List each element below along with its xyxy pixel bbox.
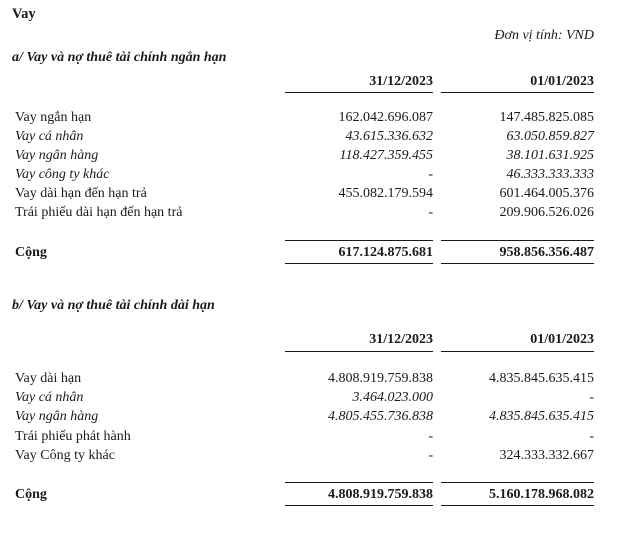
section-a-total-value: 617.124.875.681 <box>338 245 433 260</box>
section-a-row-value: - <box>428 205 433 220</box>
section-b-heading: b/ Vay và nợ thuê tài chính dài hạn <box>12 298 215 313</box>
section-a-row-value: 63.050.859.827 <box>506 129 594 144</box>
section-a-total-bottom-rule <box>285 263 433 264</box>
section-b-row-value: - <box>428 429 433 444</box>
section-a-row-label: Vay công ty khác <box>15 167 110 182</box>
section-b-row-value: 4.805.455.736.838 <box>328 409 433 424</box>
section-b-row-value: 324.333.332.667 <box>499 448 594 463</box>
section-b-col-2-header-rule <box>441 351 594 352</box>
section-b-total-label: Cộng <box>15 487 47 502</box>
section-b-row-value: 4.808.919.759.838 <box>328 371 433 386</box>
section-b-total-bottom-rule <box>441 505 594 506</box>
section-a-row-label: Vay dài hạn đến hạn trả <box>15 186 147 201</box>
section-a-row-value: 147.485.825.085 <box>499 110 594 125</box>
section-b-row-value: 4.835.845.635.415 <box>489 371 594 386</box>
section-b-row-value: - <box>589 429 594 444</box>
section-a-row-label: Trái phiếu dài hạn đến hạn trả <box>15 205 183 220</box>
section-b-row-label: Vay cá nhân <box>15 390 84 405</box>
section-b-row-value: - <box>589 390 594 405</box>
section-a-total-label: Cộng <box>15 245 47 260</box>
section-b-row-label: Vay Công ty khác <box>15 448 115 463</box>
page-title: Vay <box>12 6 36 22</box>
section-a-row-value: 209.906.526.026 <box>499 205 594 220</box>
section-a-col-1-header-rule <box>285 92 433 93</box>
section-a-row-label: Vay cá nhân <box>15 129 84 144</box>
section-b-total-value: 4.808.919.759.838 <box>328 487 433 502</box>
section-b-col-1-header-rule <box>285 351 433 352</box>
section-b-row-label: Vay dài hạn <box>15 371 82 386</box>
section-a-row-label: Vay ngân hàng <box>15 148 99 163</box>
section-a-row-value: - <box>428 167 433 182</box>
section-a-heading: a/ Vay và nợ thuê tài chính ngắn hạn <box>12 50 227 65</box>
section-a-total-value: 958.856.356.487 <box>499 245 594 260</box>
section-a-row-value: 46.333.333.333 <box>506 167 594 182</box>
section-a-total-top-rule <box>441 240 594 241</box>
section-b-row-label: Trái phiếu phát hành <box>15 429 131 444</box>
section-a-col-2-header-rule <box>441 92 594 93</box>
section-a-col-2-header: 01/01/2023 <box>530 74 594 89</box>
section-a-col-1-header: 31/12/2023 <box>369 74 433 89</box>
section-a-row-value: 118.427.359.455 <box>339 148 433 163</box>
section-b-row-value: - <box>428 448 433 463</box>
section-a-row-value: 455.082.179.594 <box>338 186 433 201</box>
section-b-row-value: 3.464.023.000 <box>352 390 433 405</box>
section-b-total-top-rule <box>441 482 594 483</box>
section-a-row-value: 43.615.336.632 <box>345 129 433 144</box>
section-a-row-value: 162.042.696.087 <box>338 110 433 125</box>
section-a-row-value: 601.464.005.376 <box>499 186 594 201</box>
section-a-row-value: 38.101.631.925 <box>506 148 594 163</box>
section-b-total-bottom-rule <box>285 505 433 506</box>
section-b-row-value: 4.835.845.635.415 <box>489 409 594 424</box>
section-b-total-top-rule <box>285 482 433 483</box>
section-a-row-label: Vay ngắn hạn <box>15 110 92 125</box>
section-b-col-1-header: 31/12/2023 <box>369 332 433 347</box>
section-a-total-bottom-rule <box>441 263 594 264</box>
section-b-total-value: 5.160.178.968.082 <box>489 487 594 502</box>
section-b-col-2-header: 01/01/2023 <box>530 332 594 347</box>
section-a-total-top-rule <box>285 240 433 241</box>
unit-note: Đơn vị tính: VND <box>494 28 594 43</box>
section-b-row-label: Vay ngân hàng <box>15 409 99 424</box>
